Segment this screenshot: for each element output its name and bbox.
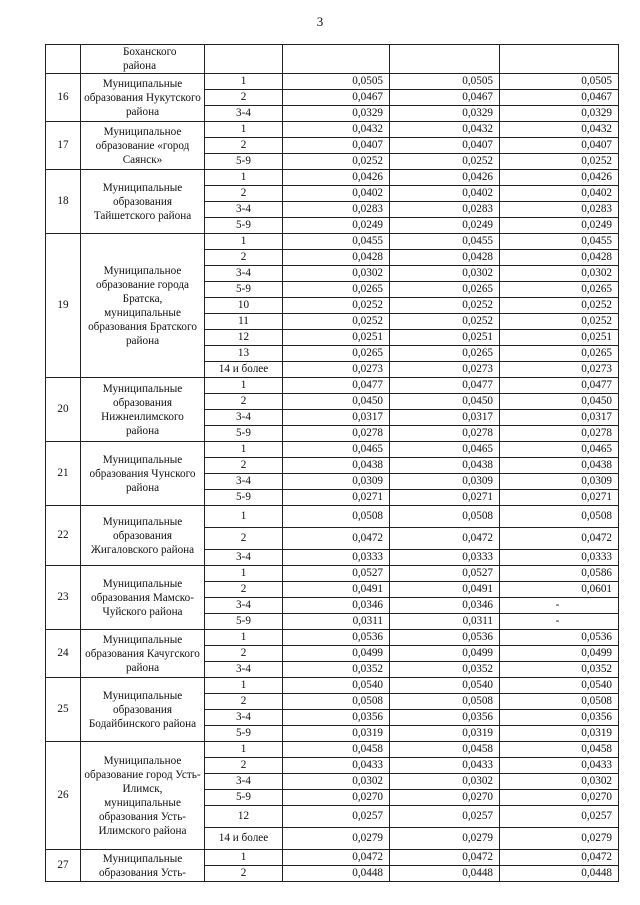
value-cell: 0,0273 [390,362,500,378]
value-cell: 0,0508 [500,506,619,528]
value-cell: 0,0333 [390,550,500,566]
value-cell: 0,0465 [283,442,390,458]
value-cell: 0,0450 [283,394,390,410]
table-row [46,234,619,250]
value-cell: - [500,614,619,630]
value-cell: 0,0251 [283,330,390,346]
municipality-name-cell: Муниципальные образования Усть- [81,850,205,882]
value-cell: 0,0527 [390,566,500,582]
value-cell: 0,0536 [390,630,500,646]
municipality-name-cell: Муниципальные образования Жигаловского района [81,506,205,566]
category-cell: 2 [205,694,283,710]
value-cell: 0,0458 [283,742,390,758]
value-cell: 0,0505 [390,74,500,90]
municipality-name-cell: Муниципальные образования Бодайбинского района [81,678,205,742]
value-cell: 0,0426 [390,170,500,186]
value-cell: 0,0586 [500,566,619,582]
value-cell: 0,0426 [500,170,619,186]
category-cell: 1 [205,566,283,582]
category-cell: 3-4 [205,106,283,122]
table-row [46,678,619,694]
category-cell: 5-9 [205,154,283,170]
category-cell: 2 [205,582,283,598]
value-cell: 0,0477 [390,378,500,394]
value-cell: 0,0265 [390,346,500,362]
value-cell: 0,0270 [500,790,619,806]
value-cell: 0,0283 [500,202,619,218]
category-cell: 12 [205,330,283,346]
municipality-name-cell: Муниципальное образование города Братска, муниципальные образования Братского района [81,234,205,378]
value-cell: 0,0472 [500,850,619,866]
value-cell: 0,0283 [390,202,500,218]
category-cell: 2 [205,646,283,662]
value-cell: 0,0346 [283,598,390,614]
value-cell: 0,0472 [283,528,390,550]
row-number-cell: 17 [46,122,81,170]
value-cell: 0,0283 [283,202,390,218]
value-cell: 0,0265 [390,282,500,298]
category-cell: 3-4 [205,266,283,282]
category-cell: 5-9 [205,490,283,506]
value-cell: 0,0472 [283,850,390,866]
value-cell: 0,0467 [390,90,500,106]
municipality-name-cell: Муниципальные образования Нукутского района [81,74,205,122]
category-cell: 5-9 [205,726,283,742]
value-cell: 0,0278 [283,426,390,442]
value-cell: 0,0499 [500,646,619,662]
category-cell: 3-4 [205,202,283,218]
value-cell: 0,0508 [390,506,500,528]
value-cell: 0,0279 [283,828,390,850]
value-cell: 0,0477 [500,378,619,394]
value-cell: 0,0317 [283,410,390,426]
value-cell: 0,0270 [283,790,390,806]
value-cell: 0,0433 [500,758,619,774]
value-cell: 0,0536 [283,630,390,646]
value-cell: 0,0472 [390,850,500,866]
value-cell: 0,0257 [500,806,619,828]
value-cell [390,45,500,74]
category-cell: 3-4 [205,474,283,490]
category-cell: 5-9 [205,218,283,234]
value-cell: 0,0265 [500,346,619,362]
table-row [46,566,619,582]
value-cell: 0,0251 [390,330,500,346]
row-number-cell: 19 [46,234,81,378]
value-cell: 0,0252 [283,314,390,330]
value-cell: 0,0302 [283,774,390,790]
value-cell: 0,0271 [500,490,619,506]
category-cell: 5-9 [205,426,283,442]
category-cell: 1 [205,234,283,250]
value-cell: 0,0455 [390,234,500,250]
row-number-cell: 20 [46,378,81,442]
value-cell: 0,0438 [500,458,619,474]
value-cell: 0,0505 [283,74,390,90]
value-cell: 0,0455 [283,234,390,250]
value-cell: 0,0279 [390,828,500,850]
category-cell: 2 [205,186,283,202]
value-cell: 0,0319 [283,726,390,742]
value-cell: 0,0455 [500,234,619,250]
value-cell: 0,0329 [500,106,619,122]
category-cell: 2 [205,250,283,266]
value-cell: 0,0352 [283,662,390,678]
value-cell: 0,0319 [500,726,619,742]
value-cell: 0,0407 [500,138,619,154]
municipality-name-cell: Муниципальные образования Нижнеилимского района [81,378,205,442]
value-cell: 0,0309 [500,474,619,490]
value-cell: 0,0329 [390,106,500,122]
table-row [46,506,619,528]
value-cell: 0,0329 [283,106,390,122]
value-cell: 0,0499 [283,646,390,662]
value-cell: 0,0508 [390,694,500,710]
value-cell: 0,0508 [283,506,390,528]
value-cell: 0,0505 [500,74,619,90]
category-cell: 2 [205,458,283,474]
category-cell: 3-4 [205,774,283,790]
value-cell: 0,0317 [500,410,619,426]
value-cell: 0,0477 [283,378,390,394]
value-cell: 0,0499 [390,646,500,662]
value-cell: 0,0271 [390,490,500,506]
category-cell: 3-4 [205,662,283,678]
value-cell: 0,0467 [283,90,390,106]
page-number: 3 [316,14,324,29]
value-cell: 0,0472 [390,528,500,550]
value-cell: 0,0356 [390,710,500,726]
value-cell: 0,0346 [390,598,500,614]
value-cell: 0,0265 [283,346,390,362]
category-cell: 1 [205,170,283,186]
row-number-cell: 25 [46,678,81,742]
municipality-name-cell: Муниципальное образование «город Саянск» [81,122,205,170]
value-cell: 0,0302 [390,774,500,790]
value-cell: 0,0252 [500,154,619,170]
category-cell: 1 [205,630,283,646]
value-cell: 0,0402 [283,186,390,202]
value-cell: 0,0448 [500,866,619,882]
category-cell: 2 [205,866,283,882]
category-cell: 2 [205,758,283,774]
table-row [46,170,619,186]
municipality-name-cell: Муниципальные образования Качугского района [81,630,205,678]
value-cell: 0,0491 [390,582,500,598]
table-row [46,45,619,74]
value-cell: 0,0432 [283,122,390,138]
value-cell: 0,0356 [500,710,619,726]
value-cell: 0,0450 [390,394,500,410]
value-cell: 0,0465 [390,442,500,458]
municipality-name-cell: Муниципальные образования Чунского района [81,442,205,506]
value-cell: 0,0317 [390,410,500,426]
row-number-cell [46,45,81,74]
value-cell: 0,0356 [283,710,390,726]
value-cell: 0,0319 [390,726,500,742]
value-cell: 0,0265 [500,282,619,298]
category-cell: 5-9 [205,790,283,806]
row-number-cell: 23 [46,566,81,630]
row-number-cell: 21 [46,442,81,506]
category-cell: 2 [205,138,283,154]
value-cell: 0,0257 [390,806,500,828]
value-cell: 0,0249 [390,218,500,234]
category-cell: 1 [205,442,283,458]
value-cell: 0,0302 [500,266,619,282]
value-cell: 0,0257 [283,806,390,828]
value-cell: 0,0428 [390,250,500,266]
row-number-cell: 16 [46,74,81,122]
value-cell: 0,0465 [500,442,619,458]
category-cell: 3-4 [205,598,283,614]
value-cell: 0,0601 [500,582,619,598]
table-row [46,630,619,646]
value-cell: 0,0458 [390,742,500,758]
value-cell [500,45,619,74]
value-cell: 0,0311 [390,614,500,630]
value-cell: 0,0249 [500,218,619,234]
category-cell: 5-9 [205,614,283,630]
value-cell: 0,0333 [500,550,619,566]
value-cell: 0,0458 [500,742,619,758]
value-cell: 0,0265 [283,282,390,298]
value-cell: 0,0271 [283,490,390,506]
category-cell: 1 [205,378,283,394]
value-cell: 0,0407 [283,138,390,154]
value-cell: 0,0302 [283,266,390,282]
value-cell: 0,0432 [500,122,619,138]
category-cell: 2 [205,528,283,550]
table-row [46,378,619,394]
value-cell: 0,0402 [500,186,619,202]
category-cell: 2 [205,90,283,106]
value-cell: 0,0527 [283,566,390,582]
value-cell: 0,0540 [390,678,500,694]
value-cell: 0,0472 [500,528,619,550]
category-cell: 14 и более [205,828,283,850]
value-cell: 0,0352 [390,662,500,678]
value-cell [205,45,283,74]
category-cell: 10 [205,298,283,314]
value-cell: 0,0311 [283,614,390,630]
category-cell: 11 [205,314,283,330]
value-cell: 0,0432 [390,122,500,138]
municipality-name-cell: Боханского района [81,45,205,74]
value-cell: 0,0302 [390,266,500,282]
municipality-name-cell: Муниципальные образования Тайшетского района [81,170,205,234]
value-cell: 0,0278 [390,426,500,442]
table-row [46,122,619,138]
table-row [46,850,619,866]
value-cell: 0,0536 [500,630,619,646]
value-cell: 0,0433 [390,758,500,774]
value-cell: 0,0438 [390,458,500,474]
category-cell: 1 [205,74,283,90]
value-cell: 0,0273 [500,362,619,378]
value-cell: 0,0252 [283,154,390,170]
category-cell: 2 [205,394,283,410]
value-cell: 0,0448 [390,866,500,882]
category-cell: 12 [205,806,283,828]
value-cell: 0,0540 [500,678,619,694]
value-cell: 0,0273 [283,362,390,378]
value-cell: 0,0302 [500,774,619,790]
category-cell: 1 [205,850,283,866]
category-cell: 13 [205,346,283,362]
value-cell: 0,0491 [283,582,390,598]
value-cell: 0,0309 [283,474,390,490]
value-cell: 0,0428 [500,250,619,266]
value-cell: 0,0540 [283,678,390,694]
value-cell: 0,0252 [500,298,619,314]
value-cell: 0,0402 [390,186,500,202]
category-cell: 1 [205,742,283,758]
value-cell: 0,0309 [390,474,500,490]
category-cell: 1 [205,678,283,694]
value-cell: 0,0278 [500,426,619,442]
value-cell: 0,0450 [500,394,619,410]
municipality-name-cell: Муниципальные образования Мамско-Чуйского района [81,566,205,630]
value-cell: 0,0508 [283,694,390,710]
value-cell: 0,0438 [283,458,390,474]
row-number-cell: 26 [46,742,81,850]
value-cell: 0,0352 [500,662,619,678]
coefficients-table [45,44,619,882]
value-cell: 0,0252 [500,314,619,330]
value-cell: 0,0249 [283,218,390,234]
row-number-cell: 18 [46,170,81,234]
value-cell: 0,0333 [283,550,390,566]
category-cell: 3-4 [205,410,283,426]
value-cell: 0,0448 [283,866,390,882]
value-cell: 0,0467 [500,90,619,106]
category-cell: 1 [205,506,283,528]
value-cell: - [500,598,619,614]
category-cell: 3-4 [205,710,283,726]
value-cell: 0,0270 [390,790,500,806]
value-cell: 0,0508 [500,694,619,710]
value-cell: 0,0252 [390,154,500,170]
value-cell: 0,0252 [390,298,500,314]
category-cell: 14 и более [205,362,283,378]
value-cell: 0,0428 [283,250,390,266]
table-row [46,74,619,90]
value-cell: 0,0279 [500,828,619,850]
row-number-cell: 24 [46,630,81,678]
value-cell: 0,0252 [283,298,390,314]
value-cell: 0,0433 [283,758,390,774]
table-row [46,442,619,458]
category-cell: 3-4 [205,550,283,566]
row-number-cell: 22 [46,506,81,566]
value-cell: 0,0426 [283,170,390,186]
value-cell [283,45,390,74]
municipality-name-cell: Муниципальное образование город Усть-Илимск, муниципальные образования Усть-Илимского района [81,742,205,850]
value-cell: 0,0251 [500,330,619,346]
value-cell: 0,0252 [390,314,500,330]
value-cell: 0,0407 [390,138,500,154]
table-row [46,742,619,758]
category-cell: 5-9 [205,282,283,298]
category-cell: 1 [205,122,283,138]
row-number-cell: 27 [46,850,81,882]
